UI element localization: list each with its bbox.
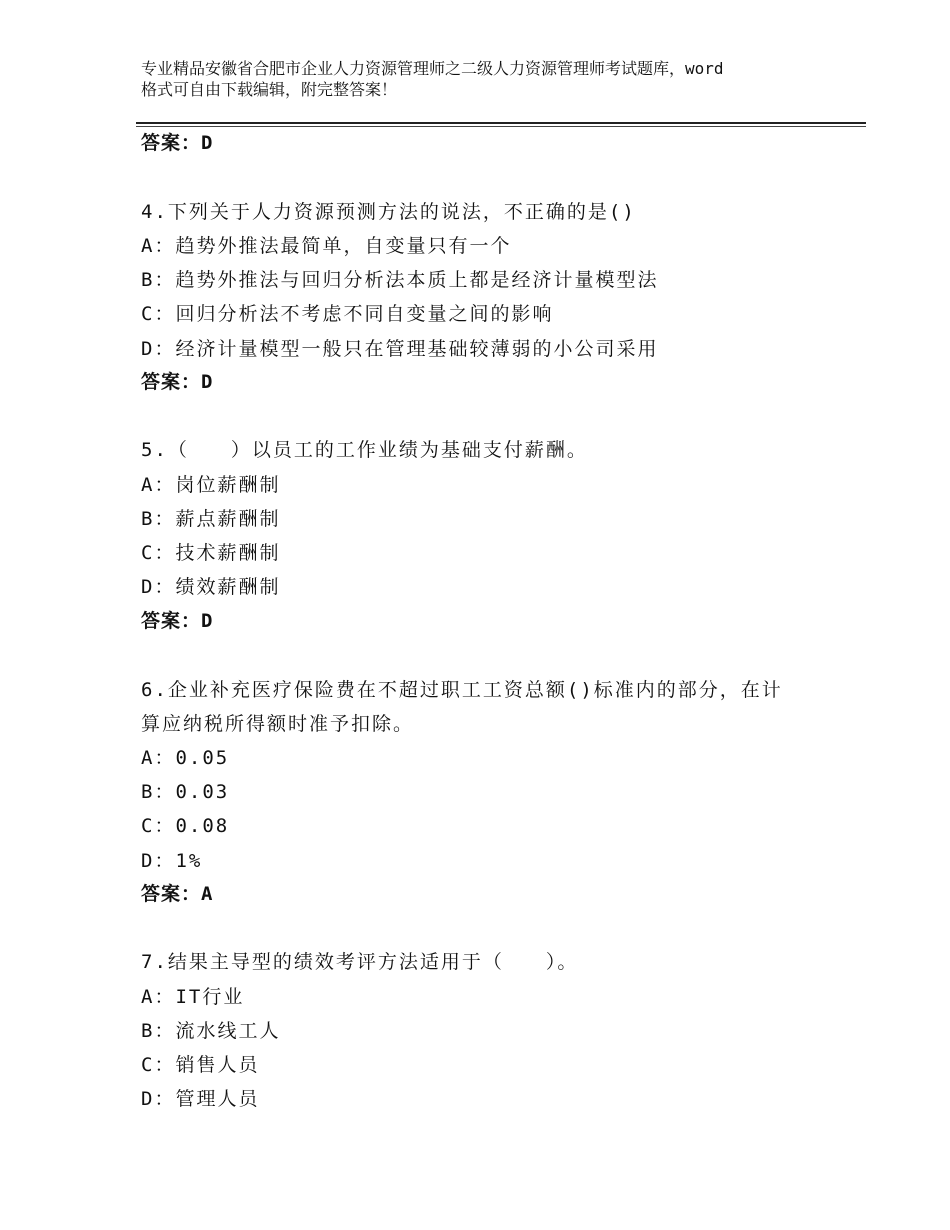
option-b: B：趋势外推法与回归分析法本质上都是经济计量模型法 [141, 269, 659, 291]
header-title-line-1: 专业精品安徽省合肥市企业人力资源管理师之二级人力资源管理师考试题库，word [141, 59, 724, 78]
previous-answer: 答案：D [141, 132, 214, 154]
option-c: C：回归分析法不考虑不同自变量之间的影响 [141, 303, 554, 325]
option-a: A：趋势外推法最简单，自变量只有一个 [141, 235, 512, 257]
option-c: C：技术薪酬制 [141, 542, 281, 564]
option-b: B：流水线工人 [141, 1020, 281, 1042]
header-divider-thin [136, 126, 866, 127]
answer: 答案：D [141, 371, 214, 393]
question-stem-continued: 算应纳税所得额时准予扣除。 [141, 713, 415, 735]
option-a: A：0.05 [141, 747, 230, 769]
option-d: D：管理人员 [141, 1088, 260, 1110]
option-d: D：绩效薪酬制 [141, 576, 281, 598]
option-c: C：销售人员 [141, 1054, 260, 1076]
document-header [141, 58, 841, 100]
option-d: D：经济计量模型一般只在管理基础较薄弱的小公司采用 [141, 338, 659, 360]
header-divider [136, 122, 866, 124]
question-stem: 7.结果主导型的绩效考评方法适用于（ ）。 [141, 951, 579, 973]
option-b: B：薪点薪酬制 [141, 508, 281, 530]
option-a: A：IT行业 [141, 986, 245, 1008]
option-c: C：0.08 [141, 815, 230, 837]
option-b: B：0.03 [141, 781, 230, 803]
option-a: A：岗位薪酬制 [141, 474, 281, 496]
answer: 答案：A [141, 883, 214, 905]
answer: 答案：D [141, 610, 214, 632]
option-d: D：1% [141, 850, 203, 872]
question-stem: 6.企业补充医疗保险费在不超过职工工资总额()标准内的部分，在计 [141, 679, 783, 701]
question-stem: 4.下列关于人力资源预测方法的说法，不正确的是() [141, 201, 636, 223]
question-stem: 5.（ ）以员工的工作业绩为基础支付薪酬。 [141, 439, 588, 461]
header-title-line-2: 格式可自由下载编辑，附完整答案！ [141, 80, 398, 99]
